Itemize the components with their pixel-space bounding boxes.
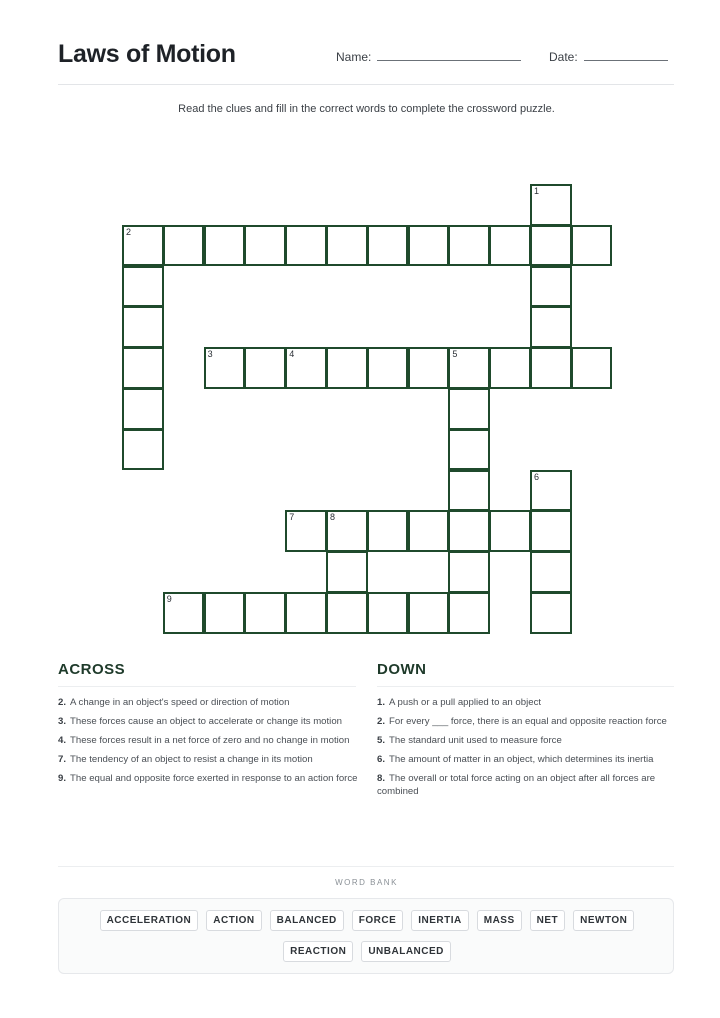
crossword-cell[interactable]: [285, 510, 327, 552]
crossword-cell[interactable]: [530, 266, 572, 308]
word-bank-rule: [58, 866, 674, 867]
clue-text: The overall or total force acting on an object after all forces are combined: [377, 773, 656, 797]
across-clue-list: [58, 696, 358, 791]
crossword-cell[interactable]: [122, 306, 164, 348]
crossword-cell[interactable]: [571, 347, 613, 389]
crossword-cell[interactable]: [408, 225, 450, 267]
clue-number: 8.: [377, 773, 386, 784]
crossword-cell[interactable]: [530, 306, 572, 348]
word-bank-item: ACCELERATION: [100, 910, 199, 931]
crossword-cell[interactable]: [408, 510, 450, 552]
word-bank-item: REACTION: [283, 941, 353, 962]
crossword-cell[interactable]: [122, 266, 164, 308]
crossword-cell[interactable]: [326, 510, 368, 552]
word-bank-item: MASS: [477, 910, 522, 931]
word-bank-row: [59, 910, 675, 931]
across-rule: [58, 686, 356, 687]
crossword-cell[interactable]: [408, 347, 450, 389]
down-clue-list: [377, 696, 674, 804]
crossword-cell[interactable]: [244, 347, 286, 389]
across-clue: [58, 696, 358, 709]
crossword-cell[interactable]: [530, 225, 572, 267]
crossword-cell[interactable]: [448, 225, 490, 267]
instructions: Read the clues and fill in the correct words to complete the crossword puzzle.: [178, 103, 555, 115]
clue-text: These forces cause an object to accelerate or change its motion: [70, 716, 342, 727]
word-bank-item: ACTION: [206, 910, 261, 931]
clue-number: 3.: [58, 716, 67, 727]
crossword-cell[interactable]: [122, 388, 164, 430]
crossword-cell[interactable]: [367, 510, 409, 552]
crossword-cell[interactable]: [530, 184, 572, 226]
crossword-cell[interactable]: [163, 592, 205, 634]
crossword-cell[interactable]: [448, 388, 490, 430]
down-clue: [377, 753, 674, 766]
word-bank-title: WORD BANK: [335, 878, 398, 887]
clue-number: 6: [534, 471, 540, 482]
clue-number: 5: [452, 349, 458, 360]
crossword-cell[interactable]: [530, 551, 572, 593]
crossword-cell[interactable]: [122, 429, 164, 471]
crossword-cell[interactable]: [204, 225, 246, 267]
crossword-cell[interactable]: [448, 470, 490, 512]
down-clue: [377, 772, 674, 798]
clue-number: 1.: [377, 697, 386, 708]
clue-text: A change in an object's speed or direction of motion: [70, 697, 290, 708]
crossword-cell[interactable]: [367, 225, 409, 267]
crossword-cell[interactable]: [530, 592, 572, 634]
clue-number: 7.: [58, 754, 67, 765]
crossword-cell[interactable]: [204, 347, 246, 389]
word-bank-row: [59, 941, 675, 962]
page-title: Laws of Motion: [58, 40, 236, 68]
crossword-cell[interactable]: [448, 429, 490, 471]
crossword-cell[interactable]: [285, 347, 327, 389]
crossword-cell[interactable]: [489, 225, 531, 267]
across-clue: [58, 753, 358, 766]
crossword-cell[interactable]: [367, 592, 409, 634]
across-clue: [58, 772, 358, 785]
clue-text: A push or a pull applied to an object: [389, 697, 542, 708]
clue-text: These forces result in a net force of zero and no change in motion: [70, 735, 350, 746]
down-heading: DOWN: [377, 661, 427, 678]
word-bank-item: UNBALANCED: [361, 941, 451, 962]
clue-text: The standard unit used to measure force: [389, 735, 562, 746]
crossword-cell[interactable]: [326, 592, 368, 634]
crossword-cell[interactable]: [448, 551, 490, 593]
crossword-cell[interactable]: [244, 225, 286, 267]
crossword-cell[interactable]: [530, 347, 572, 389]
crossword-cell[interactable]: [163, 225, 205, 267]
crossword-cell[interactable]: [326, 347, 368, 389]
worksheet-header: [58, 36, 674, 85]
clue-number: 2.: [377, 716, 386, 727]
crossword-cell[interactable]: [571, 225, 613, 267]
word-bank-item: NET: [530, 910, 566, 931]
clue-number: 3: [207, 349, 213, 360]
name-label: Name:: [336, 50, 372, 64]
crossword-cell[interactable]: [530, 470, 572, 512]
word-bank: [58, 898, 674, 974]
crossword-cell[interactable]: [326, 551, 368, 593]
crossword-cell[interactable]: [448, 592, 490, 634]
clue-number: 8: [330, 512, 336, 523]
word-bank-item: FORCE: [352, 910, 404, 931]
date-line[interactable]: [584, 50, 668, 61]
across-clue: [58, 734, 358, 747]
down-rule: [377, 686, 674, 687]
clue-text: The amount of matter in an object, which determines its inertia: [389, 754, 654, 765]
across-heading: ACROSS: [58, 661, 126, 678]
name-line[interactable]: [377, 50, 521, 61]
word-bank-item: BALANCED: [270, 910, 344, 931]
crossword-cell[interactable]: [285, 592, 327, 634]
crossword-cell[interactable]: [530, 510, 572, 552]
crossword-cell[interactable]: [285, 225, 327, 267]
clue-number: 1: [534, 186, 540, 196]
crossword-cell[interactable]: [448, 347, 490, 389]
word-bank-item: NEWTON: [573, 910, 634, 931]
clue-number: 4: [289, 349, 295, 360]
crossword-cell[interactable]: [489, 347, 531, 389]
clue-number: 2: [126, 226, 132, 237]
clue-number: 4.: [58, 735, 67, 746]
clue-number: 7: [289, 512, 295, 523]
clue-number: 9: [166, 594, 172, 604]
across-clue: [58, 715, 358, 728]
name-field[interactable]: [336, 50, 521, 64]
crossword-cell[interactable]: [204, 592, 246, 634]
clue-text: For every ___ force, there is an equal and opposite reaction force: [389, 716, 667, 727]
clue-number: 5.: [377, 735, 386, 746]
crossword-cell[interactable]: [367, 347, 409, 389]
clue-number: 2.: [58, 697, 67, 708]
crossword-cell[interactable]: [408, 592, 450, 634]
clue-text: The equal and opposite force exerted in response to an action force: [70, 773, 358, 784]
down-clue: [377, 715, 674, 728]
crossword-cell[interactable]: [244, 592, 286, 634]
crossword-cell[interactable]: [489, 510, 531, 552]
down-clue: [377, 696, 674, 709]
date-field[interactable]: [549, 50, 668, 64]
clue-number: 6.: [377, 754, 386, 765]
crossword-cell[interactable]: [326, 225, 368, 267]
clue-number: 9.: [58, 773, 67, 784]
crossword-cell[interactable]: [122, 225, 164, 267]
crossword-cell[interactable]: [448, 510, 490, 552]
word-bank-item: INERTIA: [411, 910, 469, 931]
crossword-cell[interactable]: [122, 347, 164, 389]
down-clue: [377, 734, 674, 747]
date-label: Date:: [549, 50, 578, 64]
clue-text: The tendency of an object to resist a change in its motion: [70, 754, 313, 765]
